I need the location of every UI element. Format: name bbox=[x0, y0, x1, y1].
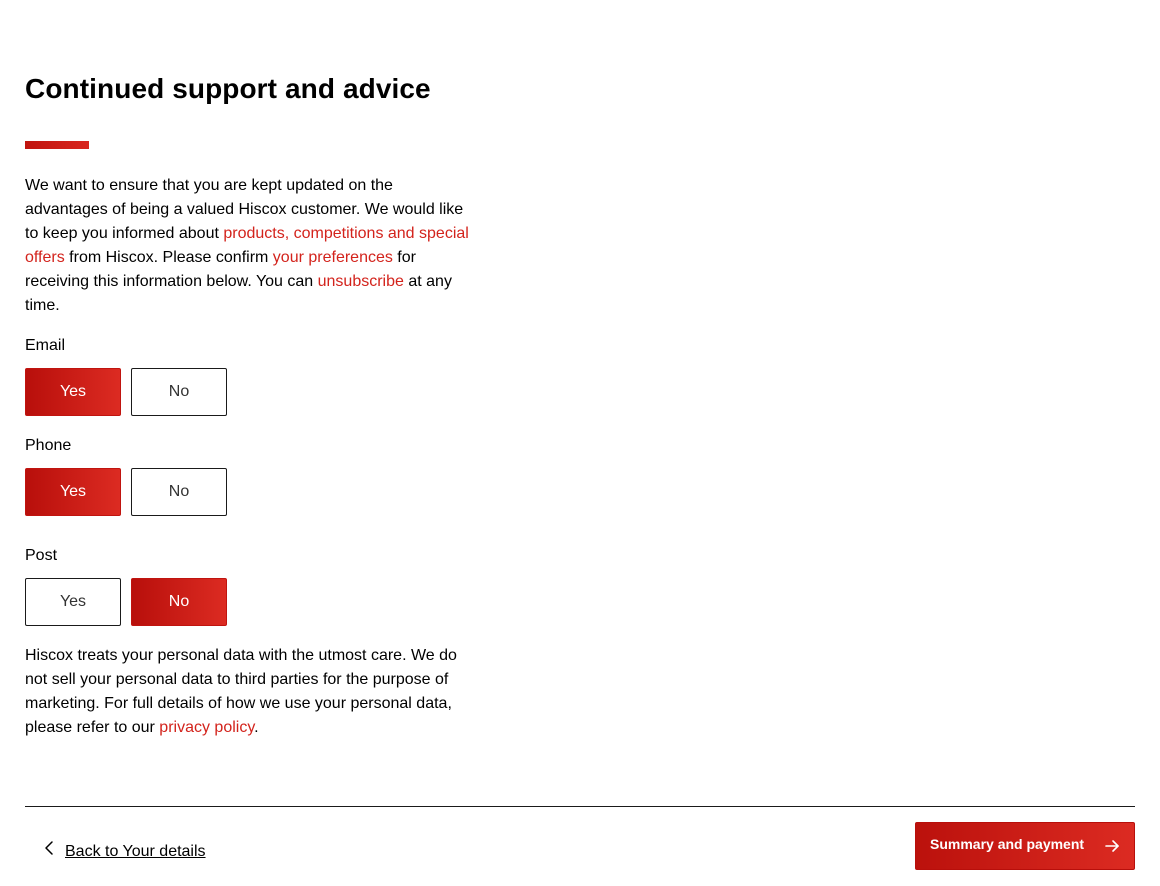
email-yes-button[interactable]: Yes bbox=[25, 368, 121, 416]
intro-text-4: at any time. bbox=[25, 273, 452, 314]
privacy-text-2: . bbox=[254, 719, 259, 736]
chevron-left-icon bbox=[40, 838, 60, 858]
unsubscribe-link[interactable]: unsubscribe bbox=[317, 273, 404, 290]
page-title: Continued support and advice bbox=[25, 73, 431, 104]
summary-and-payment-button[interactable] bbox=[915, 822, 1135, 870]
privacy-paragraph bbox=[25, 644, 475, 740]
products-offers-link[interactable]: products, competitions and special offers bbox=[25, 225, 469, 266]
intro-text-2: from Hiscox. Please confirm bbox=[64, 249, 273, 266]
privacy-policy-link[interactable]: privacy policy bbox=[159, 719, 255, 736]
post-yes-button[interactable]: Yes bbox=[25, 578, 121, 626]
phone-no-button[interactable]: No bbox=[131, 468, 227, 516]
email-toggle bbox=[25, 368, 227, 416]
next-button-label: Summary and payment bbox=[930, 836, 1085, 852]
phone-toggle bbox=[25, 468, 227, 516]
back-link-label: Back to Your details bbox=[65, 843, 206, 860]
post-no-button[interactable]: No bbox=[131, 578, 227, 626]
title-accent-bar bbox=[25, 141, 89, 149]
intro-text-1: We want to ensure that you are kept updated on the advantages of being a valued Hiscox customer. We would like to keep you informed about bbox=[25, 177, 464, 242]
intro-paragraph bbox=[25, 174, 475, 318]
arrow-right-icon bbox=[1104, 838, 1120, 854]
intro-text-3: for receiving this information below. You can bbox=[25, 249, 416, 290]
your-preferences-link[interactable]: your preferences bbox=[272, 249, 393, 266]
post-label: Post bbox=[25, 547, 58, 564]
footer-divider bbox=[25, 806, 1135, 807]
phone-yes-button[interactable]: Yes bbox=[25, 468, 121, 516]
post-toggle bbox=[25, 578, 227, 626]
email-label: Email bbox=[25, 337, 66, 354]
privacy-text-1: Hiscox treats your personal data with the utmost care. We do not sell your personal data to third parties for the purpose of marketing. For full details of how we use your personal data, please refer to our bbox=[25, 647, 457, 736]
phone-label: Phone bbox=[25, 437, 72, 454]
back-to-your-details-link[interactable] bbox=[40, 840, 206, 864]
email-no-button[interactable]: No bbox=[131, 368, 227, 416]
